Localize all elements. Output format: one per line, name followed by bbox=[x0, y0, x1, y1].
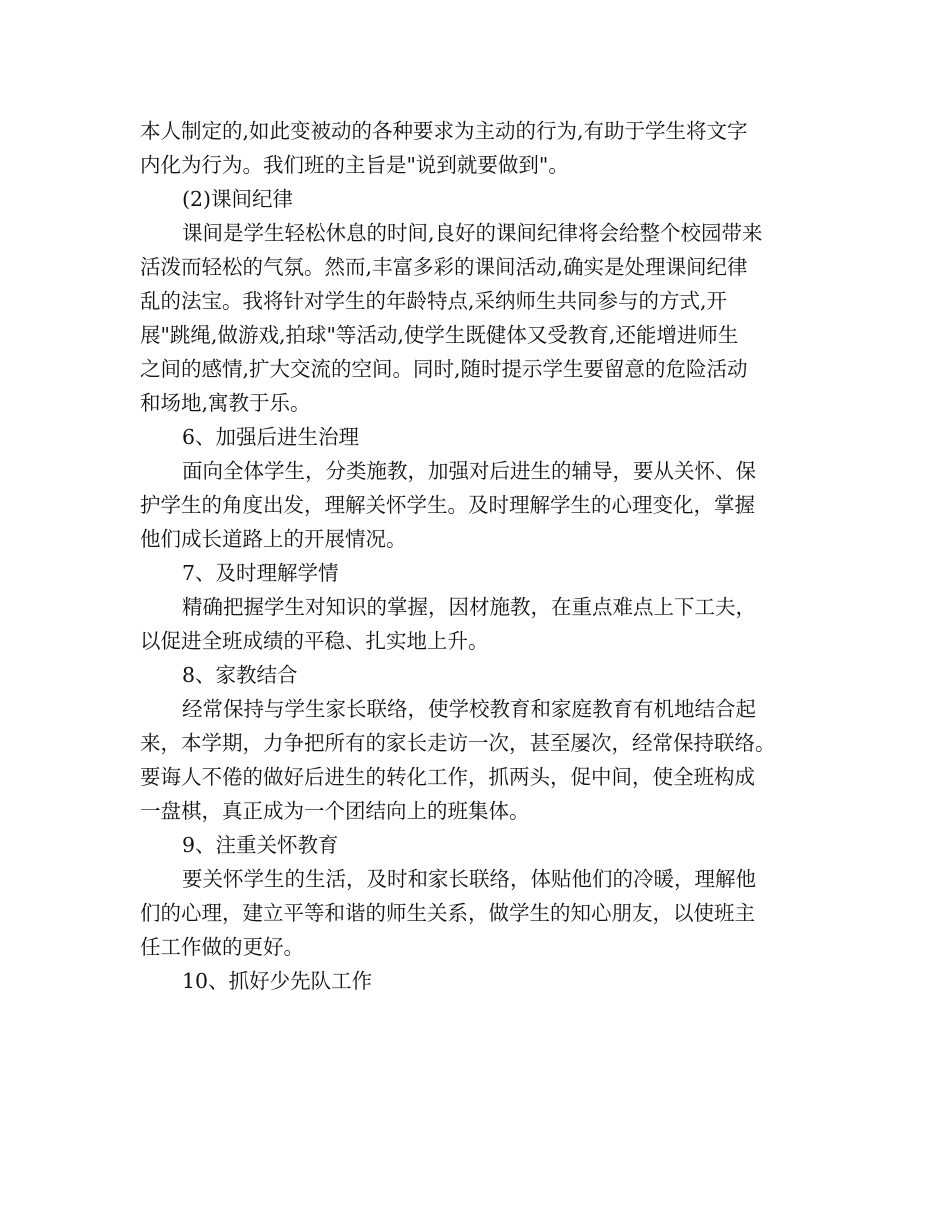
section-heading: (2)课间纪律 bbox=[182, 187, 294, 211]
text-line: 要诲人不倦的做好后进生的转化工作，抓两头，促中间，使全班构成 bbox=[140, 765, 755, 789]
section-heading: 8、家教结合 bbox=[182, 663, 298, 687]
text-line: 精确把握学生对知识的掌握，因材施教，在重点难点上下工夫， bbox=[182, 595, 756, 619]
text-line: 们的心理，建立平等和谐的师生关系，做学生的知心朋友，以使班主 bbox=[140, 901, 755, 925]
text-line: 任工作做的更好。 bbox=[140, 935, 304, 959]
text-line: 经常保持与学生家长联络，使学校教育和家庭教育有机地结合起 bbox=[182, 697, 756, 721]
text-line: 本人制定的,如此变被动的各种要求为主动的行为,有助于学生将文字 bbox=[140, 119, 748, 143]
text-line: 以促进全班成绩的平稳、扎实地上升。 bbox=[140, 629, 489, 653]
text-line: 内化为行为。我们班的主旨是"说到就要做到"。 bbox=[140, 153, 569, 177]
section-heading: 9、注重关怀教育 bbox=[182, 833, 339, 857]
text-line: 展"跳绳,做游戏,拍球"等活动,使学生既健体又受教育,还能增进师生 bbox=[140, 323, 739, 347]
section-heading: 6、加强后进生治理 bbox=[182, 425, 360, 449]
text-line: 他们成长道路上的开展情况。 bbox=[140, 527, 407, 551]
text-line: 之间的感情,扩大交流的空间。同时,随时提示学生要留意的危险活动 bbox=[140, 357, 748, 381]
section-heading: 10、抓好少先队工作 bbox=[182, 969, 373, 993]
text-line: 和场地,寓教于乐。 bbox=[140, 391, 311, 415]
section-heading: 7、及时理解学情 bbox=[182, 561, 339, 585]
text-line: 乱的法宝。我将针对学生的年龄特点,采纳师生共同参与的方式,开 bbox=[140, 289, 728, 313]
text-line: 课间是学生轻松休息的时间,良好的课间纪律将会给整个校园带来 bbox=[182, 221, 763, 245]
text-line: 活泼而轻松的气氛。然而,丰富多彩的课间活动,确实是处理课间纪律 bbox=[140, 255, 748, 279]
text-line: 来，本学期，力争把所有的家长走访一次，甚至屡次，经常保持联络。 bbox=[140, 731, 776, 755]
document-body bbox=[140, 114, 815, 998]
text-line: 护学生的角度出发，理解关怀学生。及时理解学生的心理变化，掌握 bbox=[140, 493, 755, 517]
text-line: 面向全体学生，分类施教，加强对后进生的辅导，要从关怀、保 bbox=[182, 459, 756, 483]
text-line: 一盘棋，真正成为一个团结向上的班集体。 bbox=[140, 799, 530, 823]
text-line: 要关怀学生的生活，及时和家长联络，体贴他们的冷暖，理解他 bbox=[182, 867, 756, 891]
